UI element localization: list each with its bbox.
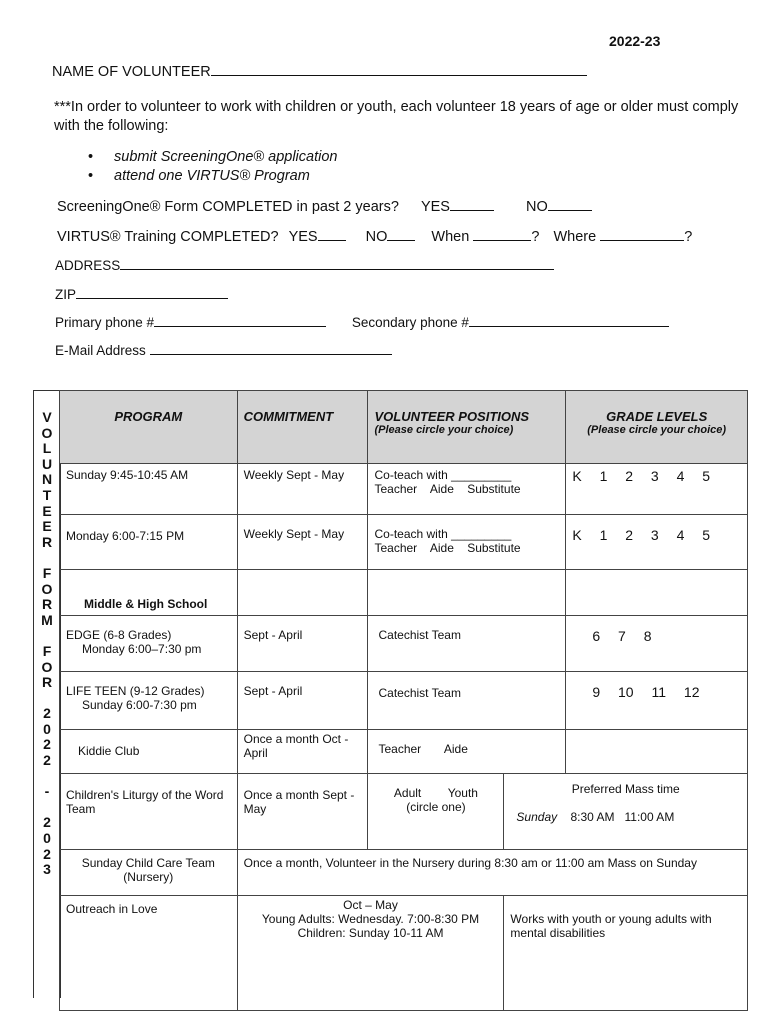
virtus-no-field[interactable] <box>387 228 415 241</box>
commitment-outreach <box>237 896 504 1011</box>
program-kiddie: Kiddie Club <box>60 730 238 774</box>
when-label: When <box>431 229 470 245</box>
screening-yes-label: YES <box>420 199 450 215</box>
grades-monday[interactable]: K 1 2 3 4 5 <box>566 515 748 570</box>
empty-cell <box>566 730 748 774</box>
positions-edge[interactable]: Catechist Team <box>368 616 566 672</box>
virtus-no-label: NO <box>365 229 388 245</box>
empty-cell <box>566 570 748 616</box>
secondary-phone-field[interactable] <box>469 314 669 327</box>
table-row <box>60 672 748 730</box>
side-letter: L <box>42 440 52 457</box>
middle-high-header: Middle & High School <box>60 570 238 616</box>
commitment-monday: Weekly Sept - May <box>237 515 368 570</box>
grades-edge[interactable]: 6 7 8 <box>566 616 748 672</box>
phone-line <box>55 314 669 330</box>
coteach-text: Co-teach with _________ <box>374 468 512 482</box>
program-lifeteen <box>60 672 238 730</box>
virtus-question: VIRTUS® Training COMPLETED? <box>57 229 279 245</box>
side-letter: T <box>42 486 52 503</box>
commitment-liturgy: Once a month Sept - May <box>237 774 368 850</box>
side-letter: O <box>41 424 53 441</box>
commitment-sunday: Weekly Sept - May <box>237 464 368 515</box>
program-sunday: Sunday 9:45-10:45 AM <box>60 464 238 515</box>
screening-yes-field[interactable] <box>450 198 494 211</box>
table-row <box>60 464 748 515</box>
side-letter: U <box>41 455 53 472</box>
name-field[interactable] <box>211 63 587 76</box>
coteach-text: Co-teach with _________ <box>374 527 512 541</box>
mass-times: 8:30 AM 11:00 AM <box>570 810 675 824</box>
positions-lifeteen[interactable]: Catechist Team <box>368 672 566 730</box>
secondary-phone-label: Secondary phone # <box>351 315 469 330</box>
when-qmark: ? <box>531 229 540 245</box>
lifeteen-title: LIFE TEEN (9-12 Grades) <box>66 684 205 698</box>
header-grades-sub: (Please circle your choice) <box>587 424 727 436</box>
screening-line <box>57 198 592 215</box>
preferred-mass-label: Preferred Mass time <box>571 782 680 796</box>
program-table <box>59 390 748 1011</box>
bullet-screening: • submit ScreeningOne® application <box>88 148 337 167</box>
table-row <box>60 616 748 672</box>
side-letter: 2 <box>43 736 51 753</box>
screening-no-field[interactable] <box>548 198 592 211</box>
side-letter: R <box>41 596 53 613</box>
side-title-letters <box>34 410 60 878</box>
side-letter <box>34 550 60 566</box>
circle-one: (circle one) <box>406 800 466 814</box>
commitment-edge: Sept - April <box>237 616 368 672</box>
where-field[interactable] <box>600 228 684 241</box>
side-letter: 2 <box>43 814 51 831</box>
where-label: Where <box>553 229 597 245</box>
address-field[interactable] <box>120 257 554 270</box>
table-row <box>60 850 748 896</box>
screening-no-label: NO <box>525 199 548 215</box>
outreach-months: Oct – May <box>343 898 398 912</box>
side-letter: 2 <box>43 752 51 769</box>
side-title <box>33 390 61 998</box>
email-field[interactable] <box>150 342 392 355</box>
name-label: NAME OF VOLUNTEER <box>52 64 211 80</box>
primary-phone-label: Primary phone # <box>55 315 155 330</box>
address-label: ADDRESS <box>55 258 121 273</box>
form-year: 2022-23 <box>609 33 661 49</box>
table-header <box>60 391 748 464</box>
screening-question: ScreeningOne® Form COMPLETED in past 2 years? <box>57 199 399 215</box>
side-letter: E <box>42 518 52 535</box>
teacher-aide-substitute: Teacher Aide Substitute <box>374 482 521 496</box>
side-letter: R <box>41 674 53 691</box>
requirements-note: ***In order to volunteer to work with children or youth, each volunteer 18 years of age or older must comply with the following: <box>54 99 739 134</box>
side-letter: E <box>42 502 52 519</box>
side-letter: V <box>42 409 52 425</box>
table-row <box>60 570 748 616</box>
email-line <box>55 342 392 358</box>
side-letter: N <box>41 471 53 488</box>
zip-label: ZIP <box>55 287 77 302</box>
commitment-kiddie: Once a month Oct - April <box>237 730 368 774</box>
positions-monday[interactable] <box>368 515 566 570</box>
edge-title: EDGE (6-8 Grades) <box>66 628 172 642</box>
primary-phone-field[interactable] <box>154 314 326 327</box>
program-monday: Monday 6:00-7:15 PM <box>60 515 238 570</box>
outreach-young-adults: Young Adults: Wednesday. 7:00-8:30 PM <box>261 912 480 926</box>
side-letter: 2 <box>43 705 51 722</box>
outreach-description: Works with youth or young adults with mental disabilities <box>504 896 748 1011</box>
header-positions-title: VOLUNTEER POSITIONS <box>374 409 530 424</box>
commitment-lifeteen: Sept - April <box>237 672 368 730</box>
virtus-yes-label: YES <box>288 229 318 245</box>
mass-day: Sunday <box>516 810 558 824</box>
side-letter: 2 <box>43 845 51 862</box>
side-letter <box>34 800 60 816</box>
side-letter: 0 <box>43 720 51 737</box>
side-letter: O <box>41 580 53 597</box>
where-qmark: ? <box>684 229 693 245</box>
grades-lifeteen[interactable]: 9 10 11 12 <box>566 672 748 730</box>
header-grades-title: GRADE LEVELS <box>606 409 708 424</box>
zip-line <box>55 286 228 302</box>
side-letter <box>34 769 60 785</box>
virtus-yes-field[interactable] <box>318 228 346 241</box>
header-positions <box>368 391 566 464</box>
program-childcare: Sunday Child Care Team (Nursery) <box>60 850 238 896</box>
table-row <box>60 896 748 1011</box>
side-letter: R <box>41 533 53 550</box>
address-line <box>55 257 554 273</box>
side-letter: 3 <box>43 861 51 878</box>
side-letter: 0 <box>43 830 51 847</box>
side-letter <box>34 691 60 707</box>
side-letter: O <box>41 658 53 675</box>
table-row <box>60 730 748 774</box>
bullet-virtus: • attend one VIRTUS® Program <box>88 167 337 186</box>
header-grades <box>566 391 748 464</box>
program-liturgy: Children's Liturgy of the Word Team <box>60 774 238 850</box>
email-label: E-Mail Address <box>55 343 146 358</box>
zip-field[interactable] <box>76 286 228 299</box>
adult-youth: Adult Youth <box>393 786 478 800</box>
table-row <box>60 774 748 850</box>
empty-cell <box>237 570 368 616</box>
childcare-description: Once a month, Volunteer in the Nursery during 8:30 am or 11:00 am Mass on Sunday <box>237 850 747 896</box>
positions-liturgy[interactable] <box>368 774 504 850</box>
positions-kiddie[interactable]: Teacher Aide <box>368 730 566 774</box>
side-letter <box>34 628 60 644</box>
side-letter: F <box>42 564 52 581</box>
header-positions-sub: (Please circle your choice) <box>374 424 514 436</box>
table-row <box>60 515 748 570</box>
outreach-children: Children: Sunday 10-11 AM <box>297 926 444 940</box>
when-field[interactable] <box>473 228 531 241</box>
side-letter: M <box>41 611 53 628</box>
header-commitment: COMMITMENT <box>237 391 368 464</box>
empty-cell <box>368 570 566 616</box>
side-letter: - <box>44 783 50 800</box>
mass-time-cell[interactable] <box>504 774 748 850</box>
edge-time: Monday 6:00–7:30 pm <box>82 642 202 656</box>
header-program: PROGRAM <box>60 391 238 464</box>
program-edge <box>60 616 238 672</box>
name-line <box>52 63 587 80</box>
side-letter: F <box>42 642 52 659</box>
positions-sunday[interactable] <box>368 464 566 515</box>
requirements-list <box>88 148 337 186</box>
lifeteen-time: Sunday 6:00-7:30 pm <box>82 698 197 712</box>
grades-sunday[interactable]: K 1 2 3 4 5 <box>566 464 748 515</box>
virtus-line <box>57 228 692 245</box>
program-outreach: Outreach in Love <box>60 896 238 1011</box>
teacher-aide-substitute: Teacher Aide Substitute <box>374 541 521 555</box>
